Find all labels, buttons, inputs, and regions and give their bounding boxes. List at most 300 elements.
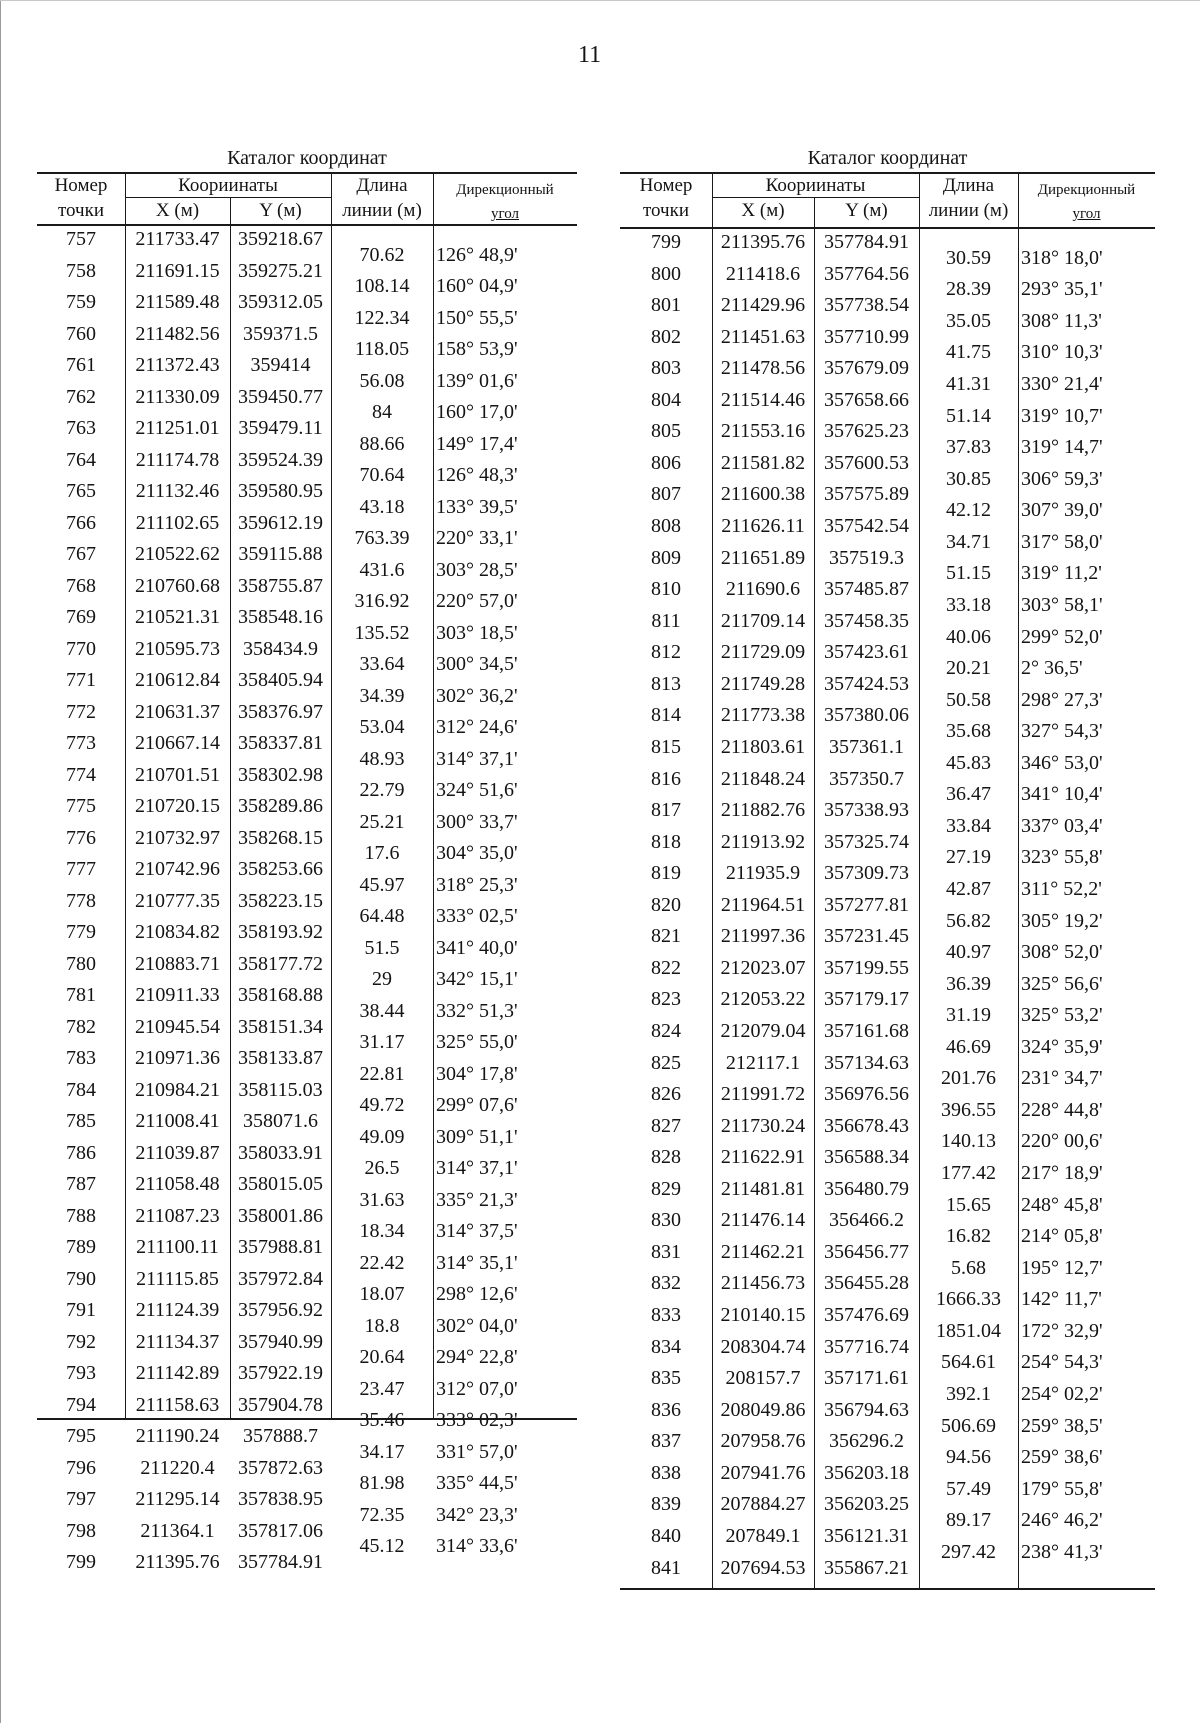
line-length: 35.46 [359,1409,405,1432]
coordinate-x: 207694.53 [720,1556,806,1579]
line-length: 135.52 [354,621,410,644]
bearing-angle: 318° 18,0' [1021,246,1103,269]
bearing-angle: 298° 12,6' [436,1283,518,1306]
line-length: 1851.04 [936,1319,1001,1342]
line-length: 16.82 [946,1225,991,1248]
table-bottom-rule [620,1588,1155,1590]
coordinate-x: 211476.14 [720,1209,806,1232]
bearing-angle: 337° 03,4' [1021,814,1103,837]
point-number: 796 [66,1456,96,1479]
line-length: 26.5 [364,1157,400,1180]
coordinate-x: 212053.22 [720,988,806,1011]
bearing-angle: 324° 51,6' [436,779,518,802]
line-length: 122.34 [354,306,410,329]
coordinate-y: 357710.99 [824,325,909,348]
point-number: 801 [651,294,681,317]
header-x: X (м) [741,200,785,221]
coordinate-x: 210945.54 [135,1015,220,1038]
coordinate-x: 210521.31 [135,606,220,628]
coords-subheader-rule [712,197,919,198]
coordinate-y: 357338.93 [824,799,909,822]
point-number: 773 [66,732,96,754]
coords-subheader-rule [125,197,331,198]
bearing-angle: 314° 37,5' [436,1220,518,1243]
point-number: 782 [66,1015,96,1038]
line-length: 201.76 [941,1067,996,1090]
coordinate-y: 359524.39 [238,448,323,471]
line-length: 30.59 [946,246,991,269]
coordinate-y: 359580.95 [238,480,323,502]
header-y: Y (м) [845,200,888,221]
bearing-angle: 299° 52,0' [1021,625,1103,648]
coordinate-x: 211418.6 [725,262,801,285]
coordinate-y: 357231.45 [824,925,909,948]
bearing-angle: 342° 15,1' [436,968,518,991]
coordinate-y: 358337.81 [238,732,323,754]
coordinate-y: 356455.28 [824,1272,909,1295]
point-number: 784 [66,1078,96,1101]
bearing-angle: 302° 04,0' [436,1314,518,1337]
point-number: 785 [66,1110,96,1132]
point-number: 776 [66,826,96,849]
line-length: 34.71 [946,530,991,553]
header-line-length: Длина [356,175,408,196]
line-length: 57.49 [946,1477,991,1500]
coordinate-x: 210667.14 [135,732,220,754]
coordinate-catalog-right [620,145,1155,1590]
line-length: 18.34 [359,1220,405,1243]
bearing-angle: 314° 37,1' [436,747,518,770]
point-number: 808 [651,515,681,538]
coordinate-y: 356794.63 [824,1398,909,1421]
coordinate-x: 207884.27 [720,1493,806,1516]
coordinate-y: 358755.87 [238,574,323,597]
bearing-angle: 341° 10,4' [1021,783,1103,806]
bearing-angle: 195° 12,7' [1021,1256,1103,1279]
point-number: 803 [651,357,681,380]
line-length: 18.07 [359,1283,405,1306]
coordinate-x: 211462.21 [720,1240,806,1263]
point-number: 824 [651,1020,681,1042]
bearing-angle: 324° 35,9' [1021,1035,1103,1058]
point-number: 770 [66,637,96,660]
line-length: 49.72 [359,1094,405,1117]
line-length: 40.97 [946,941,991,964]
coordinate-y: 358001.86 [238,1204,323,1227]
coordinate-x: 211553.16 [720,420,806,443]
point-number: 778 [66,889,96,912]
line-length: 25.21 [359,810,405,833]
line-length: 36.47 [946,783,991,806]
point-number: 825 [651,1051,681,1074]
bearing-angle: 312° 07,0' [436,1377,518,1400]
line-length: 33.64 [359,653,405,676]
point-number: 769 [66,606,96,628]
line-length: 28.39 [946,278,991,301]
bearing-angle: 335° 44,5' [436,1472,518,1495]
coordinate-x: 211848.24 [720,767,806,790]
bearing-angle: 217° 18,9' [1021,1162,1103,1185]
point-number: 788 [66,1204,96,1227]
header-bearing-line2: угол [490,206,520,222]
point-number: 799 [66,1551,96,1573]
point-number: 797 [66,1488,96,1510]
point-number: 826 [651,1083,681,1106]
point-number: 830 [651,1209,681,1232]
point-number: 822 [651,956,681,979]
bearing-angle: 325° 56,6' [1021,972,1103,995]
point-number: 809 [651,546,681,569]
coordinate-y: 357679.09 [824,357,909,380]
bearing-angle: 333° 02,5' [436,905,518,928]
point-number: 807 [651,483,681,506]
bearing-angle: 317° 58,0' [1021,530,1103,553]
bearing-angle: 323° 55,8' [1021,846,1103,869]
coordinate-y: 358289.86 [238,795,323,817]
coordinate-y: 357350.7 [829,767,904,790]
coordinate-y: 358434.9 [243,637,318,660]
coordinate-y: 355867.21 [824,1556,909,1579]
coordinate-y: 356976.56 [824,1083,909,1106]
coordinate-x: 211158.63 [135,1393,220,1416]
coordinate-y: 359312.05 [238,291,323,313]
point-number: 812 [651,641,681,664]
coordinate-y: 358133.87 [238,1047,323,1069]
coordinate-y: 357838.95 [238,1488,323,1510]
coordinate-x: 211709.14 [720,609,806,632]
coordinate-y: 359414 [250,354,311,376]
line-length: 41.31 [946,373,991,396]
line-length: 316.92 [354,590,410,613]
coordinate-y: 357658.66 [824,388,909,411]
coordinate-x: 210984.21 [135,1078,220,1101]
point-number: 781 [66,984,96,1006]
page-number: 11 [578,42,602,68]
point-number: 795 [66,1425,96,1447]
point-number: 768 [66,574,96,597]
line-length: 48.93 [359,747,405,770]
bearing-angle: 325° 55,0' [436,1031,518,1054]
coordinate-x: 211882.76 [720,799,806,822]
point-number: 816 [651,767,681,790]
coordinate-x: 211729.09 [720,641,806,664]
bearing-angle: 248° 45,8' [1021,1193,1103,1216]
coordinate-y: 356121.31 [824,1524,909,1547]
bearing-angle: 304° 17,8' [436,1062,518,1085]
coordinate-x: 211251.01 [135,417,220,439]
coordinate-y: 359218.67 [238,228,323,250]
header-line-length-line2: линии (м) [342,200,422,221]
bearing-angle: 179° 55,8' [1021,1477,1103,1500]
coordinate-x: 208157.7 [725,1367,801,1390]
bearing-angle: 341° 40,0' [436,936,518,959]
point-number: 817 [651,799,681,822]
point-number: 828 [651,1146,681,1169]
bearing-angle: 310° 10,3' [1021,341,1103,364]
point-number: 831 [651,1240,681,1263]
coordinate-x: 211142.89 [135,1362,220,1384]
bearing-angle: 307° 39,0' [1021,499,1103,522]
point-number: 836 [651,1398,681,1421]
coordinate-y: 356456.77 [824,1240,909,1263]
coordinate-x: 211124.39 [135,1299,220,1321]
coordinate-catalog-left [37,145,577,1573]
line-length: 45.12 [359,1535,405,1558]
coordinate-y: 358033.91 [238,1141,323,1164]
coordinate-x: 211087.23 [135,1204,220,1227]
line-length: 30.85 [946,467,991,490]
bearing-angle: 305° 19,2' [1021,909,1103,932]
line-length: 50.58 [946,688,991,711]
point-number: 835 [651,1367,681,1390]
bearing-angle: 259° 38,6' [1021,1446,1103,1469]
bearing-angle: 220° 57,0' [436,590,518,613]
line-length: 118.05 [354,338,410,361]
point-number: 827 [651,1114,681,1137]
header-point-number-line2: точки [642,200,689,221]
header-coordinates: Коориинаты [178,175,278,196]
line-length: 22.79 [359,779,405,802]
coordinate-x: 210742.96 [135,858,220,880]
coordinate-x: 210701.51 [135,763,220,786]
coordinate-x: 211364.1 [140,1519,215,1542]
line-length: 34.17 [359,1440,405,1463]
bearing-angle: 294° 22,8' [436,1346,518,1369]
header-point-number: Номер [639,175,693,196]
point-number: 764 [66,448,96,471]
coordinate-y: 358268.15 [238,826,323,849]
coordinate-y: 357764.56 [824,262,909,285]
coordinate-x: 210883.71 [135,952,220,975]
coordinate-y: 358151.34 [238,1015,323,1038]
coordinate-y: 357988.81 [238,1236,323,1258]
line-length: 56.08 [359,369,405,392]
coordinate-y: 357784.91 [824,231,909,253]
coordinate-x: 207958.76 [720,1430,806,1453]
point-number: 766 [66,511,96,534]
header-y: Y (м) [259,200,302,221]
point-number: 760 [66,322,96,345]
line-length: 38.44 [359,999,405,1022]
bearing-angle: 298° 27,3' [1021,688,1103,711]
line-length: 5.68 [951,1256,986,1279]
line-length: 40.06 [946,625,991,648]
line-length: 15.65 [946,1193,991,1216]
bearing-angle: 139° 01,6' [436,369,518,392]
bearing-angle: 126° 48,9' [436,243,518,266]
line-length: 70.62 [359,243,405,266]
header-x: X (м) [155,200,200,221]
line-length: 564.61 [941,1351,996,1374]
coordinate-y: 358548.16 [238,606,323,628]
coordinate-x: 211395.76 [720,231,806,253]
bearing-angle: 133° 39,5' [436,495,518,518]
bearing-angle: 231° 34,7' [1021,1067,1103,1090]
line-length: 49.09 [359,1125,405,1148]
coordinate-y: 359479.11 [238,417,323,439]
coordinate-x: 211803.61 [720,735,806,758]
line-length: 33.18 [946,593,991,616]
line-length: 297.42 [941,1540,996,1563]
line-length: 46.69 [946,1035,991,1058]
coordinate-x: 211451.63 [720,325,806,348]
coordinate-y: 358115.03 [238,1078,323,1101]
coordinate-y: 359450.77 [238,385,323,408]
coordinate-y: 356203.18 [824,1461,909,1484]
point-number: 829 [651,1177,681,1200]
bearing-angle: 160° 17,0' [436,401,518,424]
bearing-angle: 149° 17,4' [436,432,518,455]
line-length: 43.18 [359,495,405,518]
coordinate-x: 210612.84 [135,669,220,691]
bearing-angle: 300° 33,7' [436,810,518,833]
header-bearing-line2: угол [1072,206,1101,222]
coordinate-y: 358253.66 [238,858,323,880]
coordinate-y: 357458.35 [824,609,909,632]
line-length: 20.64 [359,1346,405,1369]
line-length: 396.55 [941,1098,996,1121]
line-length: 31.19 [946,1004,991,1027]
coordinate-x: 210760.68 [135,574,220,597]
point-number: 783 [66,1047,96,1069]
header-bearing: Дирекционный [1037,182,1136,198]
bearing-angle: 160° 04,9' [436,275,518,298]
header-point-number: Номер [54,175,108,196]
coordinate-x: 210720.15 [135,795,220,817]
line-length: 94.56 [946,1446,991,1469]
coordinate-x: 211730.24 [720,1114,806,1137]
coordinate-y: 357872.63 [238,1456,323,1479]
coordinate-x: 211773.38 [720,704,806,727]
coordinate-x: 211481.81 [720,1177,806,1200]
coordinate-x: 210732.97 [135,826,220,849]
coordinate-y: 357972.84 [238,1267,323,1290]
bearing-angle: 214° 05,8' [1021,1225,1103,1248]
point-number: 821 [651,925,681,948]
line-length: 23.47 [359,1377,405,1400]
coordinate-y: 357575.89 [824,483,909,506]
bearing-angle: 332° 51,3' [436,999,518,1022]
coordinate-x: 210631.37 [135,700,220,723]
coordinate-y: 357309.73 [824,862,909,885]
point-number: 794 [66,1393,96,1416]
bearing-angle: 327° 54,3' [1021,720,1103,743]
line-length: 89.17 [946,1509,991,1532]
line-length: 177.42 [941,1162,996,1185]
bearing-angle: 319° 10,7' [1021,404,1103,427]
bearing-angle: 2° 36,5' [1021,657,1083,680]
line-length: 37.83 [946,436,991,459]
point-number: 811 [651,609,681,632]
coordinate-y: 357476.69 [824,1304,909,1327]
bearing-angle: 335° 21,3' [436,1188,518,1211]
coordinate-y: 357134.63 [824,1051,909,1074]
point-number: 806 [651,451,681,474]
coordinate-y: 358168.88 [238,984,323,1006]
coordinate-x: 211220.4 [140,1456,215,1479]
bearing-angle: 299° 07,6' [436,1094,518,1117]
point-number: 777 [66,858,96,880]
point-number: 814 [651,704,681,727]
point-number: 799 [651,231,681,253]
bearing-angle: 126° 48,3' [436,464,518,487]
coordinate-x: 210911.33 [135,984,220,1006]
coordinate-y: 356466.2 [829,1209,904,1232]
coordinate-y: 358302.98 [238,763,323,786]
coordinate-y: 357361.1 [829,735,904,758]
header-line-length: Длина [942,175,995,196]
coordinate-y: 357888.7 [243,1425,318,1447]
bearing-angle: 314° 33,6' [436,1535,518,1558]
point-number: 834 [651,1335,681,1358]
bearing-angle: 308° 11,3' [1021,309,1102,332]
point-number: 786 [66,1141,96,1164]
bearing-angle: 311° 52,2' [1021,877,1102,900]
coordinate-x: 211190.24 [135,1425,220,1447]
line-length: 84 [372,401,392,424]
coordinate-y: 357179.17 [824,988,909,1011]
scan-edge [0,0,1,1723]
coordinate-y: 357922.19 [238,1362,323,1384]
bearing-angle: 302° 36,2' [436,684,518,707]
bearing-angle: 238° 41,3' [1021,1540,1103,1563]
coordinate-y: 357380.06 [824,704,909,727]
bearing-angle: 303° 58,1' [1021,593,1103,616]
line-length: 42.87 [946,877,991,900]
coordinate-x: 210971.36 [135,1047,220,1069]
coordinate-y: 357485.87 [824,578,909,601]
coordinate-y: 359275.21 [238,259,323,282]
coordinate-y: 358223.15 [238,889,323,912]
coordinate-x: 211514.46 [720,388,806,411]
coordinate-x: 211395.76 [135,1551,220,1573]
point-number: 771 [66,669,96,691]
coordinate-y: 358405.94 [238,669,323,691]
catalog-title: Каталог координат [807,147,968,169]
coordinate-x: 210140.15 [720,1304,806,1327]
coordinate-x: 211626.11 [721,515,805,538]
coordinate-y: 356678.43 [824,1114,909,1137]
bearing-angle: 303° 18,5' [436,621,518,644]
coordinate-y: 358376.97 [238,700,323,723]
bearing-angle: 220° 33,1' [436,527,518,550]
coordinate-x: 211749.28 [720,672,806,695]
bearing-angle: 330° 21,4' [1021,373,1103,396]
coordinate-x: 208049.86 [720,1398,806,1421]
point-number: 823 [651,988,681,1011]
bearing-angle: 259° 38,5' [1021,1414,1103,1437]
coordinate-x: 211174.78 [135,448,220,471]
line-length: 53.04 [359,716,405,739]
point-number: 804 [651,388,681,411]
bearing-angle: 142° 11,7' [1021,1288,1102,1311]
coordinate-y: 357161.68 [824,1020,909,1042]
point-number: 840 [651,1524,681,1547]
bearing-angle: 333° 02,3' [436,1409,518,1432]
point-number: 839 [651,1493,681,1516]
coordinate-y: 357600.53 [824,451,909,474]
point-number: 780 [66,952,96,975]
point-number: 762 [66,385,96,408]
coordinate-y: 357423.61 [824,641,909,664]
coordinate-x: 211622.91 [720,1146,806,1169]
point-number: 775 [66,795,96,817]
coordinate-x: 211134.37 [135,1330,220,1353]
point-number: 820 [651,893,681,916]
line-length: 22.42 [359,1251,405,1274]
coordinate-y: 358193.92 [238,921,323,943]
coordinate-x: 211581.82 [720,451,806,474]
